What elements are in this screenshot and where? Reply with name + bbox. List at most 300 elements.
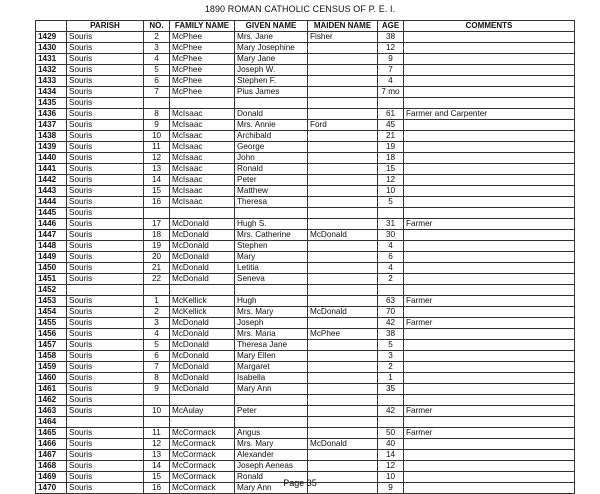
column-header-no: NO. [144, 21, 170, 32]
family-name-cell: McPhee [170, 43, 235, 54]
table-row [36, 395, 575, 406]
parish-cell: Souris [67, 175, 144, 186]
given-name-cell: Joseph W. [235, 65, 308, 76]
age-cell: 30 [378, 230, 404, 241]
table-row [36, 252, 575, 263]
table-row [36, 76, 575, 87]
family-no-cell: 9 [144, 120, 170, 131]
table-row [36, 428, 575, 439]
family-no-cell: 16 [144, 483, 170, 494]
table-row [36, 142, 575, 153]
given-name-cell: Seneva [235, 274, 308, 285]
table-row [36, 230, 575, 241]
given-name-cell: Mrs. Catherine [235, 230, 308, 241]
maiden-name-cell [308, 263, 378, 274]
column-header-family-name: FAMILY NAME [170, 21, 235, 32]
maiden-name-cell: McPhee [308, 329, 378, 340]
family-name-cell: McDonald [170, 219, 235, 230]
parish-cell: Souris [67, 263, 144, 274]
comments-cell [404, 450, 575, 461]
record-number-cell: 1455 [36, 318, 67, 329]
family-name-cell: McIsaac [170, 186, 235, 197]
comments-cell [404, 54, 575, 65]
age-cell: 15 [378, 164, 404, 175]
parish-cell: Souris [67, 87, 144, 98]
family-no-cell [144, 98, 170, 109]
family-name-cell: McCormack [170, 472, 235, 483]
age-cell [378, 417, 404, 428]
comments-cell [404, 153, 575, 164]
given-name-cell: Mary [235, 252, 308, 263]
age-cell: 7 mo [378, 87, 404, 98]
parish-cell: Souris [67, 483, 144, 494]
maiden-name-cell [308, 417, 378, 428]
age-cell: 70 [378, 307, 404, 318]
age-cell: 18 [378, 153, 404, 164]
maiden-name-cell [308, 65, 378, 76]
table-row [36, 65, 575, 76]
comments-cell: Farmer [404, 318, 575, 329]
table-row [36, 461, 575, 472]
family-no-cell: 8 [144, 109, 170, 120]
table-row [36, 175, 575, 186]
comments-cell: Farmer and Carpenter [404, 109, 575, 120]
column-header-age: AGE [378, 21, 404, 32]
column-header-parish: PARISH [67, 21, 144, 32]
record-number-cell: 1433 [36, 76, 67, 87]
family-name-cell: McDonald [170, 241, 235, 252]
family-no-cell: 11 [144, 428, 170, 439]
given-name-cell: Ronald [235, 472, 308, 483]
age-cell: 5 [378, 340, 404, 351]
maiden-name-cell [308, 450, 378, 461]
parish-cell [67, 417, 144, 428]
family-name-cell: McDonald [170, 263, 235, 274]
table-row [36, 43, 575, 54]
table-row [36, 351, 575, 362]
table-row [36, 340, 575, 351]
parish-cell: Souris [67, 65, 144, 76]
table-row [36, 285, 575, 296]
record-number-cell: 1461 [36, 384, 67, 395]
comments-cell [404, 274, 575, 285]
maiden-name-cell [308, 252, 378, 263]
table-row [36, 98, 575, 109]
table-row [36, 263, 575, 274]
family-no-cell: 5 [144, 340, 170, 351]
record-number-cell: 1436 [36, 109, 67, 120]
parish-cell: Souris [67, 252, 144, 263]
record-number-cell: 1430 [36, 43, 67, 54]
family-no-cell: 1 [144, 296, 170, 307]
given-name-cell: Stephen [235, 241, 308, 252]
comments-cell [404, 461, 575, 472]
family-name-cell: McCormack [170, 483, 235, 494]
record-number-cell: 1431 [36, 54, 67, 65]
family-no-cell: 14 [144, 175, 170, 186]
parish-cell: Souris [67, 54, 144, 65]
table-row [36, 307, 575, 318]
parish-cell: Souris [67, 296, 144, 307]
maiden-name-cell [308, 461, 378, 472]
maiden-name-cell: McDonald [308, 439, 378, 450]
parish-cell: Souris [67, 329, 144, 340]
maiden-name-cell [308, 109, 378, 120]
maiden-name-cell [308, 428, 378, 439]
table-row [36, 296, 575, 307]
document-title: 1890 ROMAN CATHOLIC CENSUS OF P. E. I. [204, 4, 396, 14]
family-name-cell: McDonald [170, 230, 235, 241]
age-cell [378, 98, 404, 109]
comments-cell [404, 164, 575, 175]
family-no-cell: 4 [144, 329, 170, 340]
family-name-cell: McDonald [170, 340, 235, 351]
record-number-cell: 1435 [36, 98, 67, 109]
record-number-cell: 1442 [36, 175, 67, 186]
record-number-cell: 1456 [36, 329, 67, 340]
family-name-cell: McCormack [170, 461, 235, 472]
comments-cell [404, 252, 575, 263]
family-no-cell: 19 [144, 241, 170, 252]
age-cell: 63 [378, 296, 404, 307]
family-no-cell [144, 417, 170, 428]
age-cell: 4 [378, 263, 404, 274]
family-name-cell: McDonald [170, 351, 235, 362]
maiden-name-cell [308, 153, 378, 164]
table-row [36, 153, 575, 164]
record-number-cell: 1450 [36, 263, 67, 274]
header-row [36, 21, 575, 32]
maiden-name-cell [308, 285, 378, 296]
family-no-cell: 3 [144, 318, 170, 329]
family-name-cell: McDonald [170, 318, 235, 329]
family-name-cell: McCormack [170, 428, 235, 439]
given-name-cell: Mrs. Annie [235, 120, 308, 131]
parish-cell: Souris [67, 373, 144, 384]
table-row [36, 32, 575, 43]
comments-cell [404, 76, 575, 87]
family-name-cell [170, 285, 235, 296]
given-name-cell: Stephen F. [235, 76, 308, 87]
family-name-cell: McIsaac [170, 153, 235, 164]
given-name-cell: Margaret [235, 362, 308, 373]
age-cell [378, 285, 404, 296]
table-row [36, 186, 575, 197]
given-name-cell: Mary Josephine [235, 43, 308, 54]
family-no-cell: 13 [144, 164, 170, 175]
parish-cell: Souris [67, 439, 144, 450]
given-name-cell [235, 98, 308, 109]
family-no-cell: 18 [144, 230, 170, 241]
comments-cell [404, 175, 575, 186]
family-no-cell: 6 [144, 76, 170, 87]
record-number-cell: 1452 [36, 285, 67, 296]
table-row [36, 120, 575, 131]
family-no-cell: 17 [144, 219, 170, 230]
parish-cell: Souris [67, 153, 144, 164]
family-name-cell: McPhee [170, 87, 235, 98]
parish-cell: Souris [67, 307, 144, 318]
maiden-name-cell [308, 373, 378, 384]
parish-cell: Souris [67, 208, 144, 219]
family-no-cell: 4 [144, 54, 170, 65]
parish-cell: Souris [67, 395, 144, 406]
family-name-cell: McKellick [170, 296, 235, 307]
age-cell: 3 [378, 351, 404, 362]
family-name-cell: McCormack [170, 450, 235, 461]
table-row [36, 439, 575, 450]
parish-cell [67, 285, 144, 296]
family-no-cell: 12 [144, 153, 170, 164]
comments-cell: Farmer [404, 296, 575, 307]
parish-cell: Souris [67, 230, 144, 241]
given-name-cell: Mrs. Mary [235, 439, 308, 450]
parish-cell: Souris [67, 219, 144, 230]
maiden-name-cell [308, 175, 378, 186]
maiden-name-cell [308, 274, 378, 285]
family-no-cell [144, 395, 170, 406]
given-name-cell: Joseph [235, 318, 308, 329]
record-number-cell: 1458 [36, 351, 67, 362]
age-cell: 1 [378, 373, 404, 384]
given-name-cell: Joseph Aeneas [235, 461, 308, 472]
parish-cell: Souris [67, 362, 144, 373]
comments-cell [404, 98, 575, 109]
maiden-name-cell [308, 296, 378, 307]
parish-cell: Souris [67, 109, 144, 120]
family-no-cell: 7 [144, 362, 170, 373]
maiden-name-cell: Fisher [308, 32, 378, 43]
maiden-name-cell [308, 186, 378, 197]
family-no-cell [144, 285, 170, 296]
family-no-cell: 16 [144, 197, 170, 208]
age-cell: 19 [378, 142, 404, 153]
record-number-cell: 1446 [36, 219, 67, 230]
parish-cell: Souris [67, 186, 144, 197]
age-cell: 45 [378, 120, 404, 131]
maiden-name-cell [308, 131, 378, 142]
family-name-cell [170, 98, 235, 109]
family-name-cell: McIsaac [170, 164, 235, 175]
column-header-maiden-name: MAIDEN NAME [308, 21, 378, 32]
family-name-cell: McDonald [170, 362, 235, 373]
record-number-cell: 1462 [36, 395, 67, 406]
comments-cell [404, 120, 575, 131]
maiden-name-cell [308, 142, 378, 153]
age-cell: 12 [378, 461, 404, 472]
age-cell: 42 [378, 318, 404, 329]
parish-cell: Souris [67, 340, 144, 351]
family-no-cell [144, 208, 170, 219]
comments-cell [404, 417, 575, 428]
table-row [36, 164, 575, 175]
family-name-cell: McDonald [170, 373, 235, 384]
age-cell: 5 [378, 197, 404, 208]
table-row [36, 219, 575, 230]
family-name-cell: McAulay [170, 406, 235, 417]
maiden-name-cell [308, 197, 378, 208]
age-cell: 10 [378, 472, 404, 483]
maiden-name-cell [308, 208, 378, 219]
comments-cell [404, 340, 575, 351]
maiden-name-cell: Ford [308, 120, 378, 131]
parish-cell: Souris [67, 318, 144, 329]
parish-cell: Souris [67, 241, 144, 252]
given-name-cell: John [235, 153, 308, 164]
maiden-name-cell [308, 219, 378, 230]
record-number-cell: 1438 [36, 131, 67, 142]
age-cell: 6 [378, 252, 404, 263]
record-number-cell: 1467 [36, 450, 67, 461]
given-name-cell: Donald [235, 109, 308, 120]
record-number-cell: 1469 [36, 472, 67, 483]
family-name-cell [170, 395, 235, 406]
comments-cell [404, 32, 575, 43]
record-number-cell: 1465 [36, 428, 67, 439]
family-no-cell: 20 [144, 252, 170, 263]
given-name-cell: Alexander [235, 450, 308, 461]
given-name-cell: Mary Ann [235, 384, 308, 395]
age-cell: 9 [378, 483, 404, 494]
table-row [36, 384, 575, 395]
maiden-name-cell: McDonald [308, 230, 378, 241]
family-name-cell: McIsaac [170, 109, 235, 120]
record-number-cell: 1460 [36, 373, 67, 384]
family-no-cell: 13 [144, 450, 170, 461]
family-no-cell: 10 [144, 406, 170, 417]
table-row [36, 197, 575, 208]
maiden-name-cell [308, 362, 378, 373]
age-cell: 38 [378, 329, 404, 340]
record-number-cell: 1439 [36, 142, 67, 153]
table-row [36, 406, 575, 417]
family-no-cell: 2 [144, 307, 170, 318]
record-number-cell: 1445 [36, 208, 67, 219]
maiden-name-cell [308, 384, 378, 395]
parish-cell: Souris [67, 142, 144, 153]
comments-cell [404, 351, 575, 362]
given-name-cell [235, 395, 308, 406]
given-name-cell: Theresa Jane [235, 340, 308, 351]
table-row [36, 274, 575, 285]
family-name-cell: McIsaac [170, 131, 235, 142]
family-no-cell: 15 [144, 186, 170, 197]
given-name-cell: Mary Ann [235, 483, 308, 494]
comments-cell: Farmer [404, 428, 575, 439]
age-cell: 2 [378, 362, 404, 373]
parish-cell: Souris [67, 406, 144, 417]
comments-cell: Farmer [404, 219, 575, 230]
maiden-name-cell [308, 43, 378, 54]
table-row [36, 241, 575, 252]
family-name-cell: McPhee [170, 54, 235, 65]
parish-cell: Souris [67, 197, 144, 208]
parish-cell: Souris [67, 472, 144, 483]
record-number-cell: 1429 [36, 32, 67, 43]
given-name-cell: Archibald [235, 131, 308, 142]
age-cell: 61 [378, 109, 404, 120]
record-number-cell: 1459 [36, 362, 67, 373]
comments-cell [404, 131, 575, 142]
comments-cell: Farmer [404, 406, 575, 417]
record-number-cell: 1444 [36, 197, 67, 208]
comments-cell [404, 395, 575, 406]
record-number-cell: 1468 [36, 461, 67, 472]
parish-cell: Souris [67, 461, 144, 472]
age-cell: 14 [378, 450, 404, 461]
age-cell [378, 395, 404, 406]
family-name-cell: McIsaac [170, 142, 235, 153]
given-name-cell: Mary Ellen [235, 351, 308, 362]
family-name-cell: McCormack [170, 439, 235, 450]
table-row [36, 131, 575, 142]
parish-cell: Souris [67, 76, 144, 87]
maiden-name-cell [308, 164, 378, 175]
given-name-cell: Hugh [235, 296, 308, 307]
maiden-name-cell [308, 318, 378, 329]
comments-cell [404, 208, 575, 219]
family-no-cell: 3 [144, 43, 170, 54]
family-no-cell: 9 [144, 384, 170, 395]
age-cell: 2 [378, 274, 404, 285]
record-number-cell: 1457 [36, 340, 67, 351]
comments-cell [404, 230, 575, 241]
record-number-cell: 1453 [36, 296, 67, 307]
age-cell: 4 [378, 76, 404, 87]
comments-cell [404, 362, 575, 373]
record-number-cell: 1443 [36, 186, 67, 197]
family-name-cell: McPhee [170, 76, 235, 87]
comments-cell [404, 197, 575, 208]
age-cell: 50 [378, 428, 404, 439]
comments-cell [404, 285, 575, 296]
age-cell: 21 [378, 131, 404, 142]
record-number-cell: 1440 [36, 153, 67, 164]
family-name-cell: McIsaac [170, 175, 235, 186]
table-row [36, 373, 575, 384]
age-cell: 4 [378, 241, 404, 252]
given-name-cell: Theresa [235, 197, 308, 208]
maiden-name-cell [308, 98, 378, 109]
given-name-cell: Isabella [235, 373, 308, 384]
family-name-cell: McDonald [170, 252, 235, 263]
given-name-cell: Mrs. Mary [235, 307, 308, 318]
given-name-cell [235, 285, 308, 296]
comments-cell [404, 373, 575, 384]
column-header-index [36, 21, 67, 32]
table-row [36, 54, 575, 65]
family-no-cell: 12 [144, 439, 170, 450]
comments-cell [404, 307, 575, 318]
parish-cell: Souris [67, 98, 144, 109]
parish-cell: Souris [67, 32, 144, 43]
parish-cell: Souris [67, 274, 144, 285]
table-row [36, 208, 575, 219]
table-row [36, 318, 575, 329]
table-row [36, 329, 575, 340]
record-number-cell: 1449 [36, 252, 67, 263]
family-no-cell: 6 [144, 351, 170, 362]
family-name-cell: McIsaac [170, 197, 235, 208]
column-header-given-name: GIVEN NAME [235, 21, 308, 32]
maiden-name-cell [308, 351, 378, 362]
record-number-cell: 1451 [36, 274, 67, 285]
parish-cell: Souris [67, 384, 144, 395]
age-cell: 9 [378, 54, 404, 65]
age-cell: 42 [378, 406, 404, 417]
given-name-cell: Peter [235, 175, 308, 186]
family-name-cell: McPhee [170, 65, 235, 76]
